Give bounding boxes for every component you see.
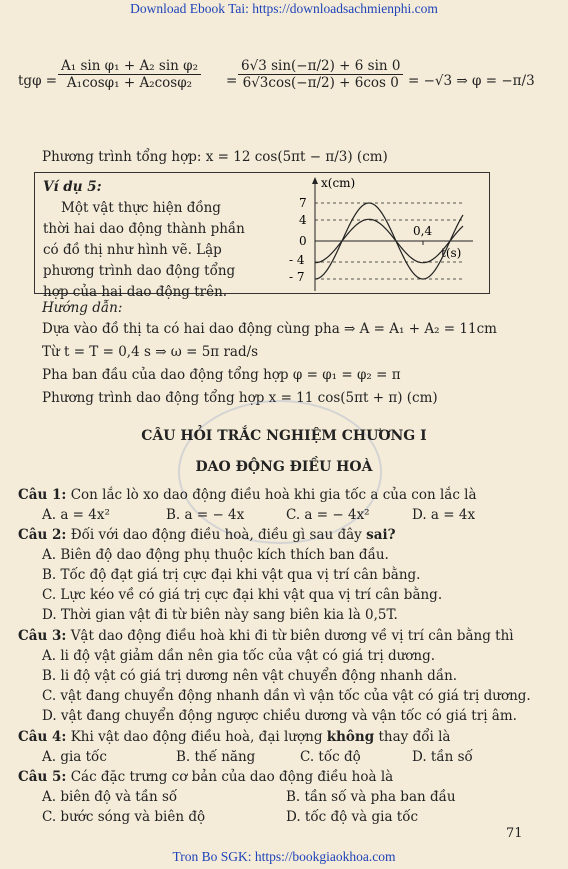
fraction-numeric-numerator: 6√3 sin(−π/2) + 6 sin 0 xyxy=(238,58,403,75)
example-line: thời hai dao động thành phần xyxy=(43,221,245,237)
question-emphasis: sai? xyxy=(366,527,396,543)
question-1 xyxy=(18,486,477,504)
oscillation-chart xyxy=(273,173,487,293)
answer-option[interactable]: A. a = 4x² xyxy=(42,507,110,523)
section-heading: DAO ĐỘNG ĐIỀU HOÀ xyxy=(195,459,373,475)
answer-option[interactable]: C. a = − 4x² xyxy=(286,507,370,523)
guide-line: Pha ban đầu của dao động tổng hợp φ = φ₁ = φ₂ = π xyxy=(42,367,401,383)
answer-option[interactable]: C. bước sóng và biên độ xyxy=(42,809,206,825)
x-axis-label: t(s) xyxy=(441,246,462,260)
answer-option[interactable]: A. biên độ và tần số xyxy=(42,789,178,805)
fraction-numeric xyxy=(238,58,403,91)
example-line: Một vật thực hiện đồng xyxy=(61,200,221,216)
annotation-period: 0,4 xyxy=(413,224,433,238)
example-line: có đồ thị như hình vẽ. Lập xyxy=(43,242,222,258)
question-label: Câu 4: xyxy=(18,729,67,745)
fraction-general xyxy=(58,58,201,91)
y-tick-label: - 4 xyxy=(289,253,305,267)
question-text: Vật dao động điều hoà khi đi từ biên dương về vị trí cân bằng thì xyxy=(70,628,514,644)
chapter-heading: CÂU HỎI TRẮC NGHIỆM CHƯƠNG I xyxy=(141,428,427,444)
question-text: Khi vật dao động điều hoà, đại lượng xyxy=(70,729,327,745)
header-link[interactable]: Download Ebook Tai: https://downloadsachmienphi.com xyxy=(130,1,438,16)
equation-tg-phi xyxy=(18,40,538,140)
guide-title: Hướng dẫn: xyxy=(42,300,123,316)
fraction-general-denominator: A₁cosφ₁ + A₂cosφ₂ xyxy=(66,75,193,91)
combined-equation: Phương trình tổng hợp: x = 12 cos(5πt − π/3) (cm) xyxy=(42,149,388,165)
answer-option[interactable]: B. Tốc độ đạt giá trị cực đại khi vật qua vị trí cân bằng. xyxy=(42,567,421,583)
y-tick-label: - 7 xyxy=(289,270,305,284)
question-label: Câu 2: xyxy=(18,527,67,543)
y-tick-label: 0 xyxy=(299,234,307,248)
answer-option[interactable]: C. Lực kéo về có giá trị cực đại khi vật qua vị trí cân bằng. xyxy=(42,587,443,603)
fraction-general-numerator: A₁ sin φ₁ + A₂ sin φ₂ xyxy=(58,58,201,75)
y-tick-label: 4 xyxy=(299,213,307,227)
answer-option[interactable]: D. vật đang chuyển động ngược chiều dương và vận tốc có giá trị âm. xyxy=(42,708,517,724)
answer-option[interactable]: D. a = 4x xyxy=(412,507,476,523)
fraction-numeric-denominator: 6√3cos(−π/2) + 6cos 0 xyxy=(242,75,399,91)
question-5 xyxy=(18,768,393,786)
question-label: Câu 5: xyxy=(18,769,67,785)
answer-option[interactable]: D. tốc độ và gia tốc xyxy=(286,809,419,825)
y-axis-label: x(cm) xyxy=(321,176,356,190)
equals-sign: = xyxy=(226,73,238,89)
guide-line: Phương trình dao động tổng hợp x = 11 cos(5πt + π) (cm) xyxy=(42,390,438,406)
footer-link[interactable]: Tron Bo SGK: https://bookgiaokhoa.com xyxy=(172,849,396,864)
example-title: Ví dụ 5: xyxy=(43,179,102,195)
answer-option[interactable]: A. li độ vật giảm dần nên gia tốc của vật có giá trị dương. xyxy=(42,648,436,664)
answer-option[interactable]: D. Thời gian vật đi từ biên này sang biên kia là 0,5T. xyxy=(42,607,398,623)
answer-option[interactable]: A. gia tốc xyxy=(42,749,107,765)
question-label: Câu 3: xyxy=(18,628,67,644)
question-label: Câu 1: xyxy=(18,487,67,503)
question-4 xyxy=(18,728,450,746)
guide-line: Từ t = T = 0,4 s ⇒ ω = 5π rad/s xyxy=(42,344,259,360)
page-number: 71 xyxy=(506,826,523,841)
example-text xyxy=(43,177,275,303)
eq-result: = −√3 ⇒ φ = −π/3 xyxy=(408,73,535,89)
question-text: Các đặc trưng cơ bản của dao động điều hoà là xyxy=(70,769,394,785)
eq-lhs: tgφ = xyxy=(18,73,58,89)
question-text: thay đổi là xyxy=(374,729,451,745)
example-line: hợp của hai dao động trên. xyxy=(43,284,228,300)
answer-option[interactable]: B. thế năng xyxy=(176,749,256,765)
answer-option[interactable]: B. a = − 4x xyxy=(166,507,245,523)
question-emphasis: không xyxy=(326,729,375,745)
question-3 xyxy=(18,627,514,645)
example-line: phương trình dao động tổng xyxy=(43,263,236,279)
question-2 xyxy=(18,526,396,544)
answer-option[interactable]: D. tần số xyxy=(412,749,473,765)
answer-option[interactable]: B. tần số và pha ban đầu xyxy=(286,789,456,805)
y-axis-arrow xyxy=(312,177,318,184)
guide-line: Dựa vào đồ thị ta có hai dao động cùng pha ⇒ A = A₁ + A₂ = 11cm xyxy=(42,321,497,337)
question-text: Con lắc lò xo dao động điều hoà khi gia tốc a của con lắc là xyxy=(70,487,477,503)
answer-option[interactable]: B. li độ vật có giá trị dương nên vật chuyển động nhanh dần. xyxy=(42,668,458,684)
y-tick-label: 7 xyxy=(299,196,307,210)
question-text: Đối với dao động điều hoà, điều gì sau đây xyxy=(70,527,367,543)
answer-option[interactable]: C. tốc độ xyxy=(300,749,361,765)
answer-option[interactable]: C. vật đang chuyển động nhanh dần vì vận tốc của vật có giá trị dương. xyxy=(42,688,531,704)
answer-option[interactable]: A. Biên độ dao động phụ thuộc kích thích ban đầu. xyxy=(42,547,389,563)
example-box xyxy=(34,172,490,300)
